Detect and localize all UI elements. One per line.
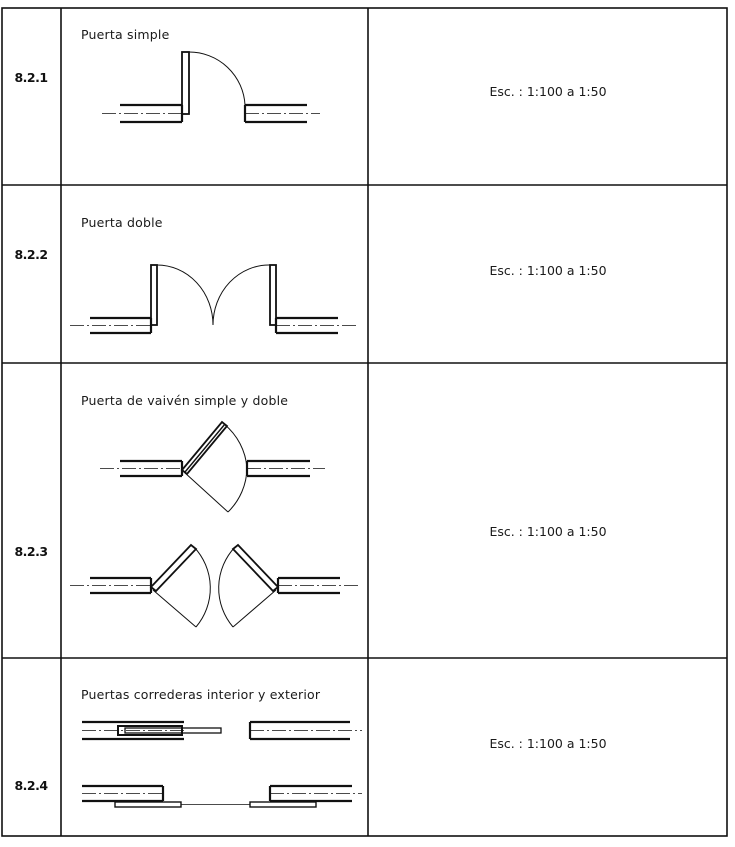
sliding-leaf-right	[250, 802, 316, 807]
door-leaf-right	[270, 265, 276, 325]
table-frame	[2, 8, 727, 836]
row-number-8-2-3: 8.2.3	[14, 544, 48, 559]
row-scale-8-2-3: Esc. : 1:100 a 1:50	[489, 524, 607, 539]
door-leaf-right	[233, 545, 278, 591]
leaf-outline-lower	[184, 472, 228, 512]
row-scale-8-2-1: Esc. : 1:100 a 1:50	[489, 84, 607, 99]
swing-arc	[189, 52, 245, 105]
leaf-outline-lower-left	[153, 590, 196, 627]
single-door-symbol	[102, 52, 320, 122]
row-number-8-2-2: 8.2.2	[14, 247, 48, 262]
double-door-symbol	[70, 265, 358, 333]
row-title-puerta-doble: Puerta doble	[81, 215, 163, 230]
row-number-8-2-4: 8.2.4	[14, 778, 48, 793]
leaf-outline-lower-right	[233, 590, 276, 627]
door-leaf-left	[151, 265, 157, 325]
row-title-puerta-vaiven: Puerta de vaivén simple y doble	[81, 393, 289, 408]
swing-arc-right	[219, 547, 235, 627]
row-number-8-2-1: 8.2.1	[14, 70, 48, 85]
swing-arc-lower	[228, 468, 247, 512]
swing-arc-upper	[224, 424, 247, 468]
row-title-puerta-simple: Puerta simple	[81, 27, 170, 42]
row-title-puertas-correderas: Puertas correderas interior y exterior	[81, 687, 321, 702]
door-leaf-left	[151, 545, 196, 591]
door-leaf	[182, 52, 189, 114]
swing-arc-left	[157, 265, 213, 325]
single-swing-door-symbol	[100, 422, 325, 512]
sliding-leaf-left	[115, 802, 181, 807]
swing-arc-right	[213, 265, 270, 325]
sliding-door-exterior-symbol	[82, 786, 362, 807]
table-grid	[2, 8, 727, 836]
swing-arc-left	[194, 547, 210, 627]
row-scale-8-2-2: Esc. : 1:100 a 1:50	[489, 263, 607, 278]
row-scale-8-2-4: Esc. : 1:100 a 1:50	[489, 736, 607, 751]
double-swing-door-symbol	[70, 545, 358, 627]
sliding-door-interior-symbol	[82, 722, 362, 739]
